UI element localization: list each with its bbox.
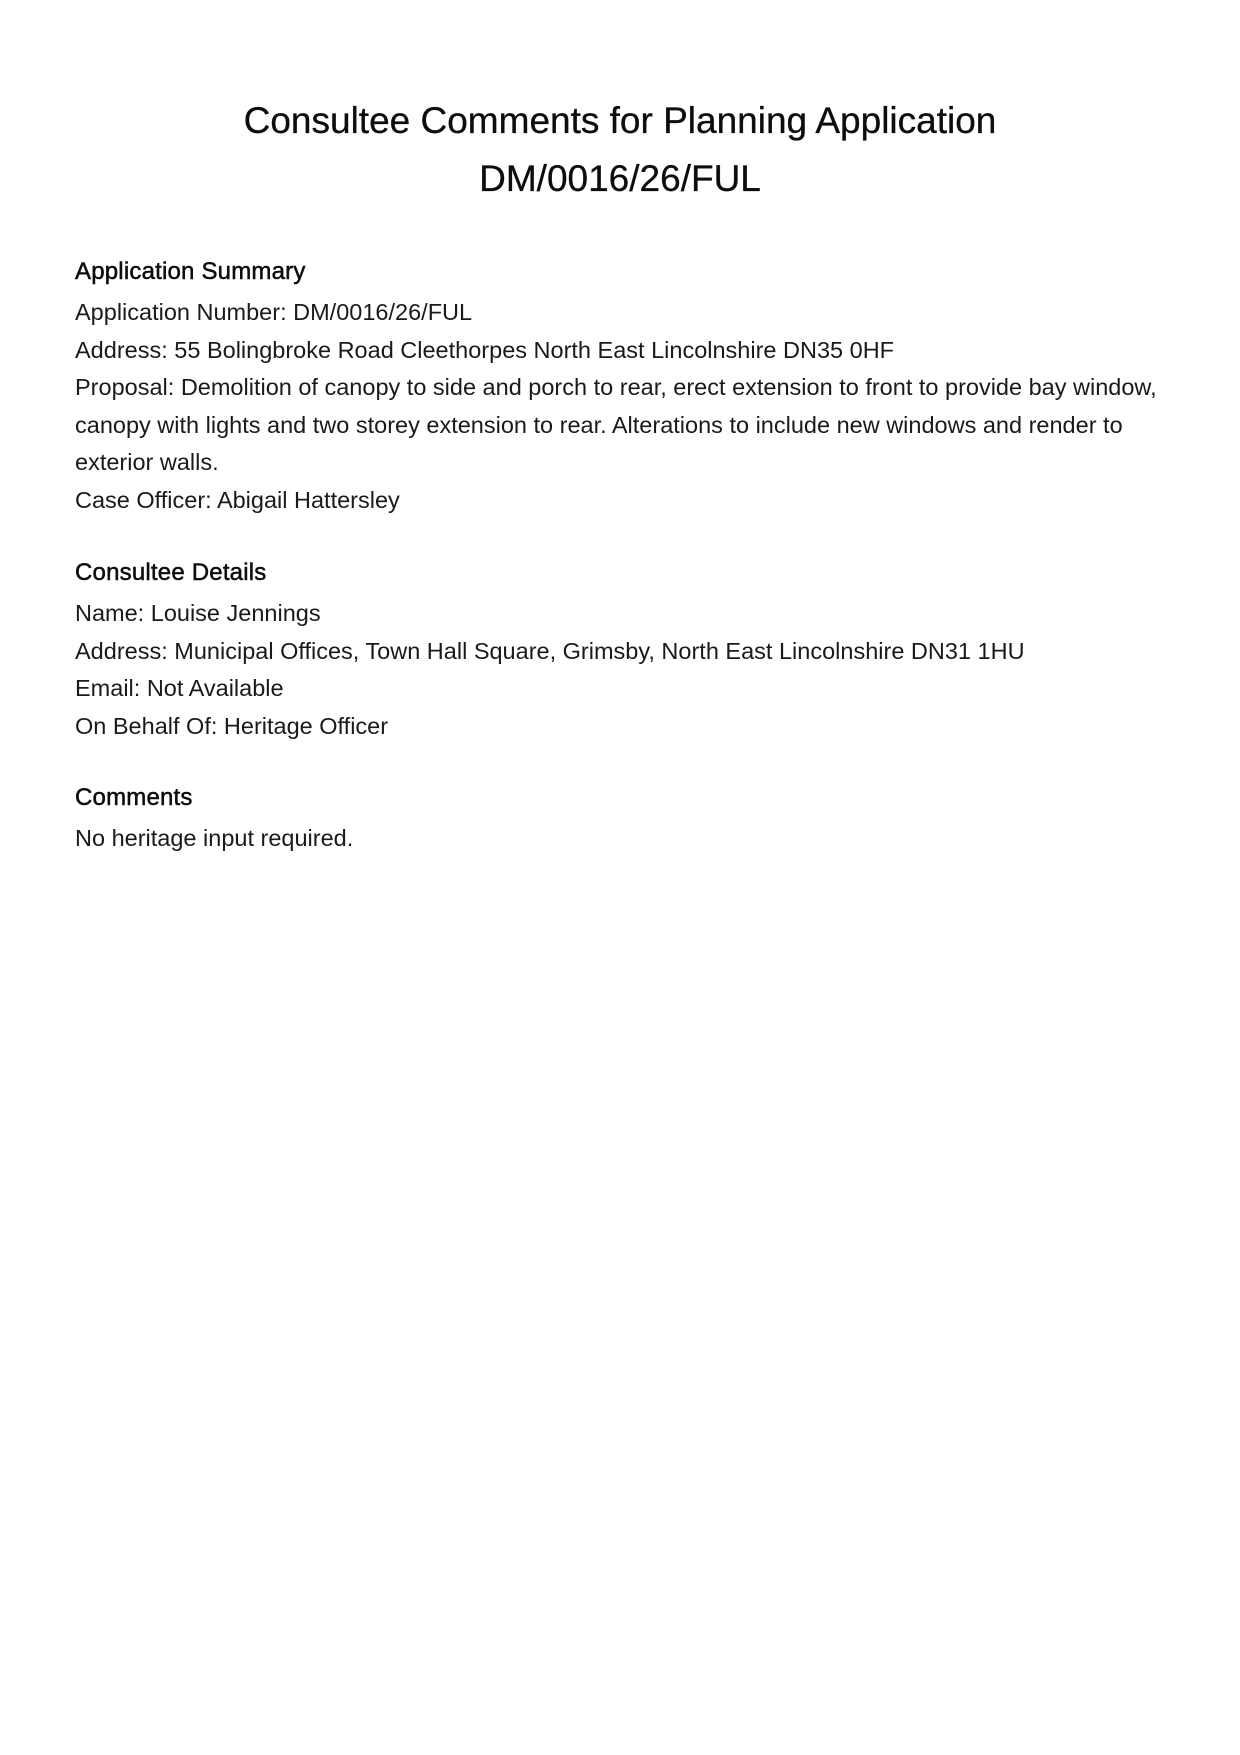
consultee-address-label: Address: [75, 637, 168, 664]
case-officer-row [75, 482, 1165, 520]
proposal-row [75, 369, 1165, 482]
case-officer-label: Case Officer: [75, 486, 212, 513]
application-summary-section [75, 257, 1165, 520]
on-behalf-of-label: On Behalf Of: [75, 712, 218, 739]
consultee-name-label: Name: [75, 600, 145, 626]
consultee-name-value: Louise Jennings [150, 600, 321, 626]
page-title-line-2: DM/0016/26/FUL [479, 158, 761, 199]
on-behalf-of-value: Heritage Officer [223, 712, 389, 739]
proposal-value: Demolition of canopy to side and porch to rear, erect extension to front to provide bay window, canopy with lights and two storey extension to rear. Alterations to include new windows and render to exterior walls. [75, 374, 1157, 476]
page-title-line-1: Consultee Comments for Planning Application [243, 100, 997, 141]
consultee-details-section [75, 558, 1165, 745]
application-summary-heading: Application Summary [75, 258, 306, 285]
comments-heading: Comments [75, 784, 193, 811]
consultee-name-row [75, 595, 1165, 633]
application-address-label: Address: [75, 336, 168, 363]
consultee-details-heading: Consultee Details [75, 559, 267, 586]
consultee-email-value: Not Available [146, 675, 284, 702]
application-number-label: Application Number: [75, 299, 287, 325]
application-address-value: 55 Bolingbroke Road Cleethorpes North East Lincolnshire DN35 0HF [174, 336, 895, 363]
page-title [0, 92, 1240, 208]
proposal-label: Proposal: [75, 374, 175, 401]
comments-text: No heritage input required. [75, 825, 354, 851]
consultee-address-value: Municipal Offices, Town Hall Square, Grimsby, North East Lincolnshire DN31 1HU [174, 637, 1025, 664]
consultee-email-label: Email: [75, 675, 141, 702]
case-officer-value: Abigail Hattersley [216, 486, 400, 513]
comments-section [75, 783, 1165, 858]
consultee-address-row [75, 633, 1165, 671]
application-address-row [75, 332, 1165, 370]
consultee-email-row [75, 670, 1165, 708]
application-number-row [75, 294, 1165, 332]
application-number-value: DM/0016/26/FUL [293, 299, 473, 325]
on-behalf-of-row [75, 708, 1165, 746]
